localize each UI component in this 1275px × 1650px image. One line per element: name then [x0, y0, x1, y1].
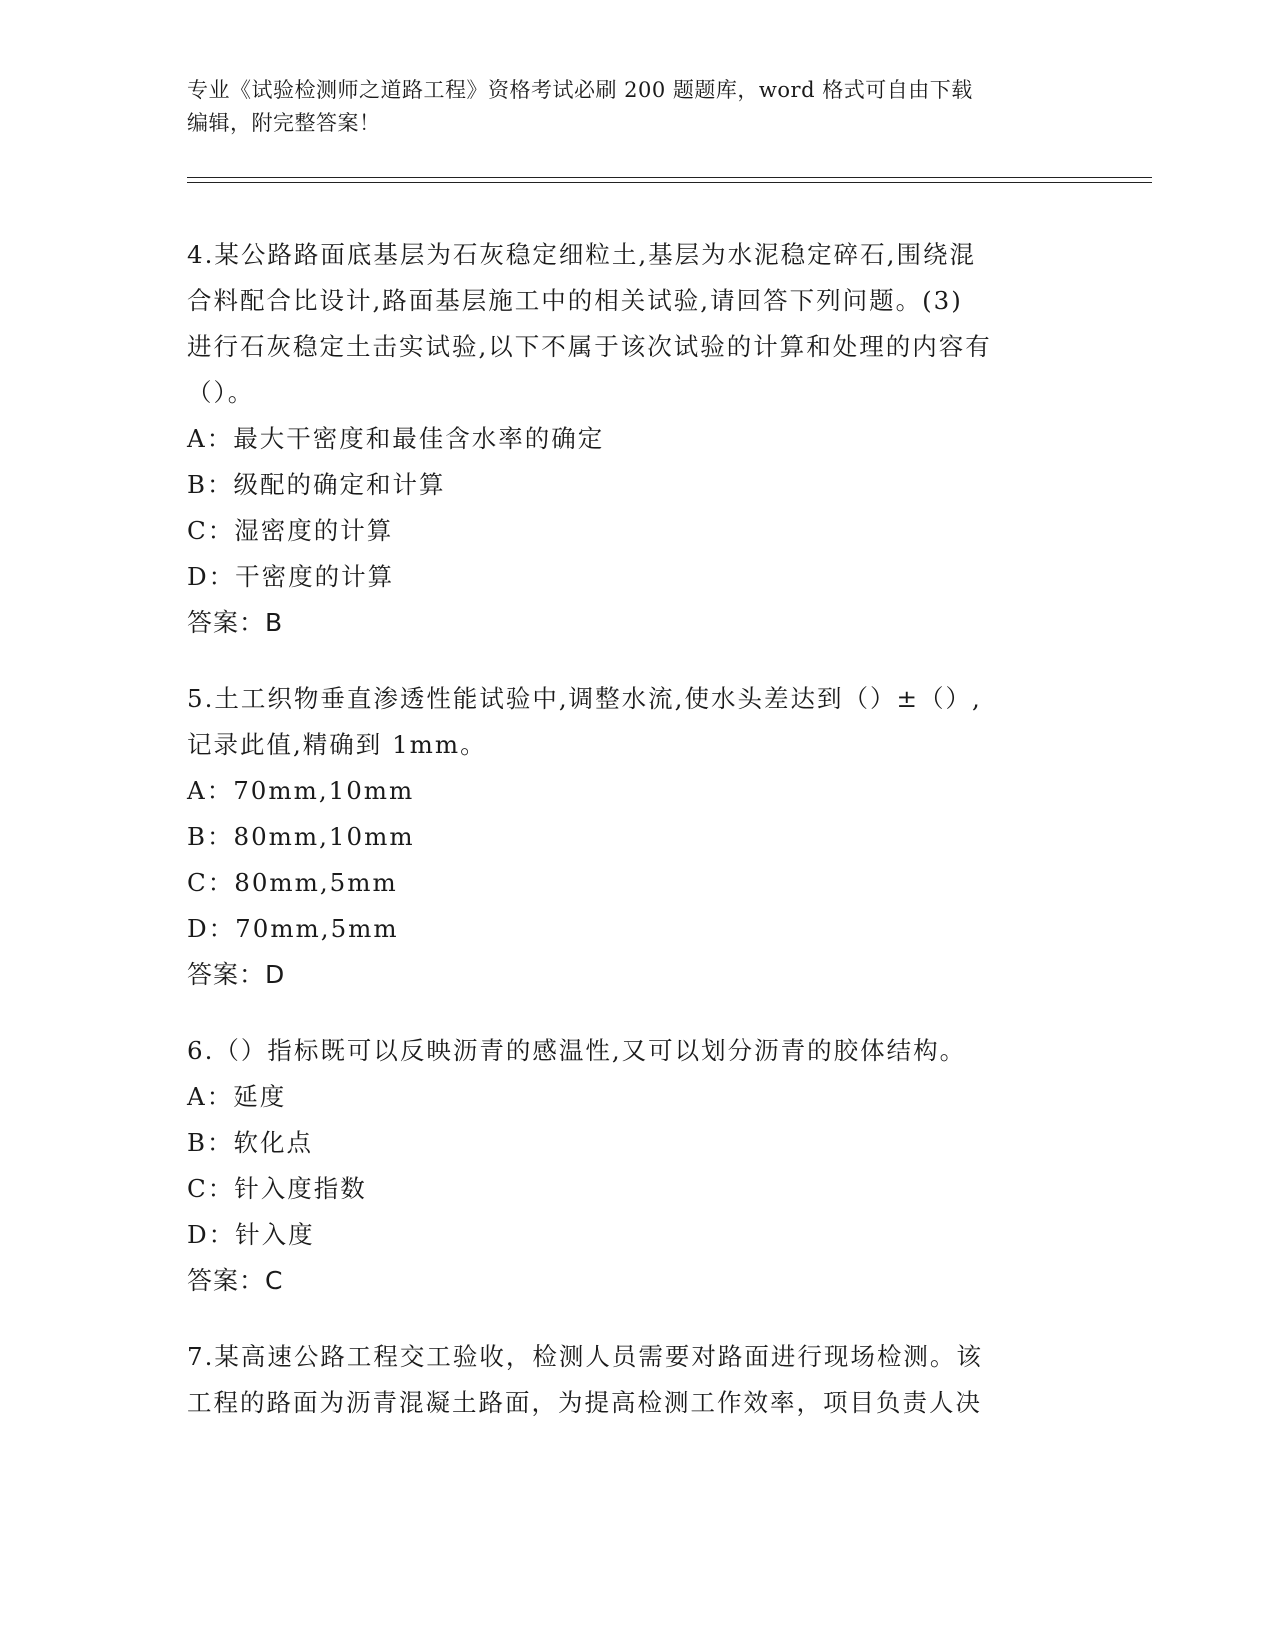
question-list: [187, 232, 1087, 1456]
question-stem: [187, 1334, 1087, 1426]
option-c: C：针入度指数: [187, 1174, 367, 1203]
stem-line: 5.土工织物垂直渗透性能试验中,调整水流,使水头差达到（）±（）,: [187, 684, 982, 713]
stem-line: （）。: [187, 378, 255, 407]
option-d: D：针入度: [187, 1220, 315, 1249]
stem-line: 7.某高速公路工程交工验收，检测人员需要对路面进行现场检测。该: [187, 1342, 983, 1371]
option-d: D：70mm,5mm: [187, 914, 399, 943]
question-stem: [187, 1028, 1087, 1074]
question-stem: [187, 676, 1087, 768]
option-b: B：级配的确定和计算: [187, 470, 446, 499]
option-a: A：延度: [187, 1082, 287, 1111]
stem-line: 记录此值,精确到 1mm。: [187, 730, 487, 759]
option-a: A：70mm,10mm: [187, 776, 415, 805]
question-6: [187, 1028, 1087, 1304]
header-line: 专业《试验检测师之道路工程》资格考试必刷 200 题题库，word 格式可自由下载: [187, 78, 973, 102]
question-4: [187, 232, 1087, 646]
question-stem: [187, 232, 1087, 416]
option-c: C：80mm,5mm: [187, 868, 398, 897]
header-divider-bottom: [187, 182, 1152, 183]
stem-line: 4.某公路路面底基层为石灰稳定细粒土,基层为水泥稳定碎石,围绕混: [187, 240, 976, 269]
option-c: C：湿密度的计算: [187, 516, 394, 545]
answer-line: 答案：C: [187, 1266, 284, 1295]
question-5: [187, 676, 1087, 998]
option-d: D：干密度的计算: [187, 562, 395, 591]
option-b: B：软化点: [187, 1128, 314, 1157]
stem-line: 工程的路面为沥青混凝土路面，为提高检测工作效率，项目负责人决: [187, 1388, 982, 1417]
header-line: 编辑，附完整答案！: [187, 111, 381, 135]
question-7: [187, 1334, 1087, 1426]
answer-line: 答案：B: [187, 608, 284, 637]
document-header: [187, 74, 1087, 140]
header-divider-top: [187, 177, 1152, 178]
stem-line: 6.（）指标既可以反映沥青的感温性,又可以划分沥青的胶体结构。: [187, 1036, 967, 1065]
stem-line: 进行石灰稳定土击实试验,以下不属于该次试验的计算和处理的内容有: [187, 332, 992, 361]
option-b: B：80mm,10mm: [187, 822, 415, 851]
stem-line: 合料配合比设计,路面基层施工中的相关试验,请回答下列问题。(3): [187, 286, 963, 315]
answer-line: 答案：D: [187, 960, 286, 989]
option-a: A：最大干密度和最佳含水率的确定: [187, 424, 605, 453]
